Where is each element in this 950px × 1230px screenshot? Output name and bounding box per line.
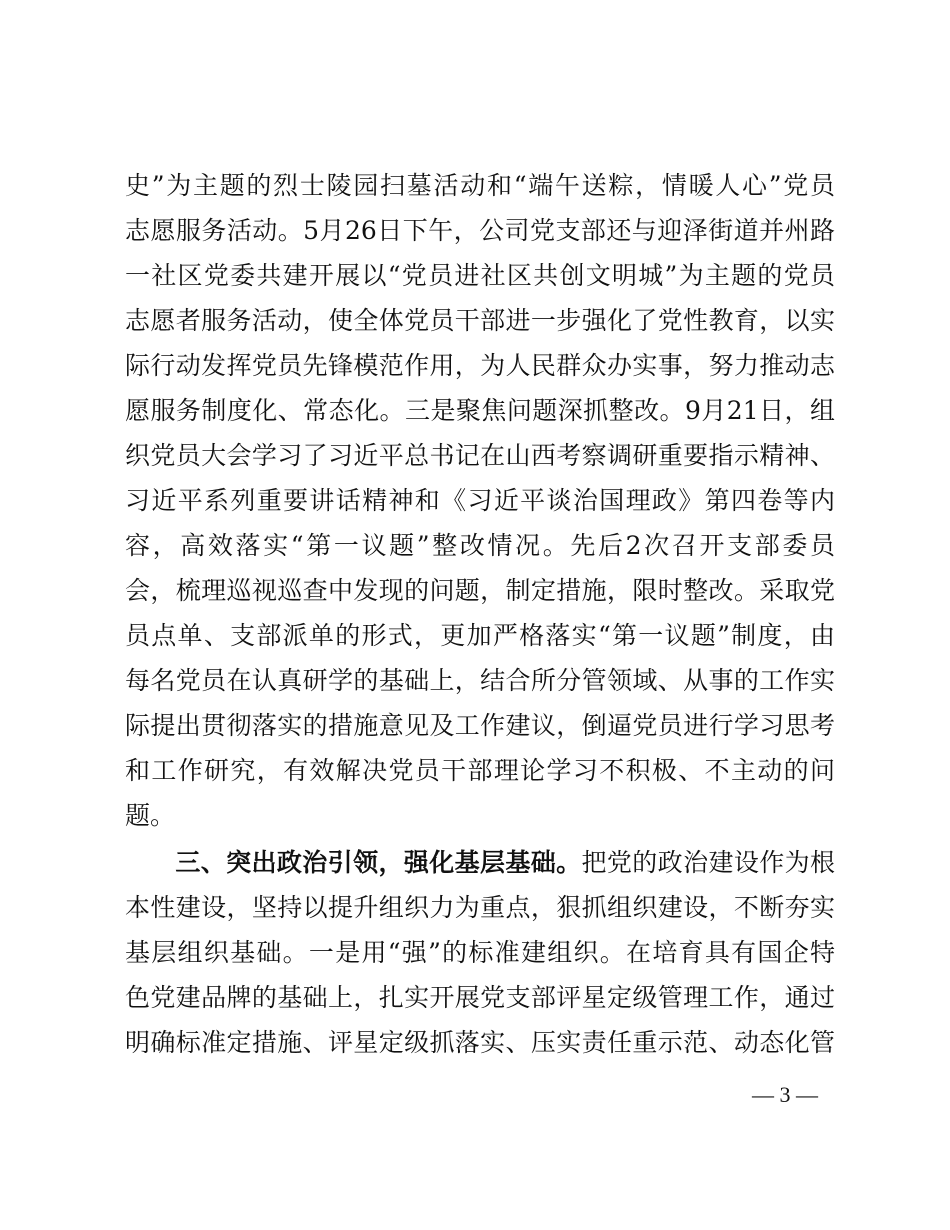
body-text-line: 基层组织基础。一是用“强”的标准建组织。在培育具有国企特 <box>125 938 835 967</box>
body-text-line: 色党建品牌的基础上，扎实开展党支部评星定级管理工作，通过 <box>125 983 835 1012</box>
page-number: — 3 — <box>752 1082 818 1107</box>
body-text-line: 愿服务制度化、常态化。三是聚焦问题深抓整改。9月21日，组 <box>125 396 835 425</box>
body-text-line: 一社区党委共建开展以“党员进社区共创文明城”为主题的党员 <box>125 261 835 290</box>
body-text-line: 习近平系列重要讲话精神和《习近平谈治国理政》第四卷等内 <box>125 486 835 515</box>
body-text-line: 志愿服务活动。5月26日下午，公司党支部还与迎泽街道并州路 <box>125 216 835 245</box>
body-text-line: 题。 <box>125 801 176 830</box>
section-heading-rest: 把党的政治建设作为根 <box>581 848 835 877</box>
body-text-line: 本性建设，坚持以提升组织力为重点，狠抓组织建设，不断夯实 <box>125 893 835 922</box>
body-text-line: 际行动发挥党员先锋模范作用，为人民群众办实事，努力推动志 <box>125 351 835 380</box>
body-text-line: 志愿者服务活动，使全体党员干部进一步强化了党性教育，以实 <box>125 306 835 335</box>
body-text-line: 会，梳理巡视巡查中发现的问题，制定措施，限时整改。采取党 <box>125 576 835 605</box>
body-text-line: 每名党员在认真研学的基础上，结合所分管领域、从事的工作实 <box>125 666 835 695</box>
body-text-line: 织党员大会学习了习近平总书记在山西考察调研重要指示精神、 <box>125 441 835 470</box>
body-text-line: 际提出贯彻落实的措施意见及工作建议，倒逼党员进行学习思考 <box>125 711 835 740</box>
section-heading-line <box>125 840 835 885</box>
body-text-line: 明确标准定措施、评星定级抓落实、压实责任重示范、动态化管 <box>125 1028 835 1057</box>
body-text-line: 史”为主题的烈士陵园扫墓活动和“端午送粽，情暖人心”党员 <box>125 171 835 200</box>
body-text-line: 容，高效落实“第一议题”整改情况。先后2次召开支部委员 <box>125 531 835 560</box>
body-text-line: 和工作研究，有效解决党员干部理论学习不积极、不主动的问 <box>125 756 835 785</box>
body-text-line: 员点单、支部派单的形式，更加严格落实“第一议题”制度，由 <box>125 621 835 650</box>
section-heading: 三、突出政治引领，强化基层基础。 <box>175 848 582 877</box>
